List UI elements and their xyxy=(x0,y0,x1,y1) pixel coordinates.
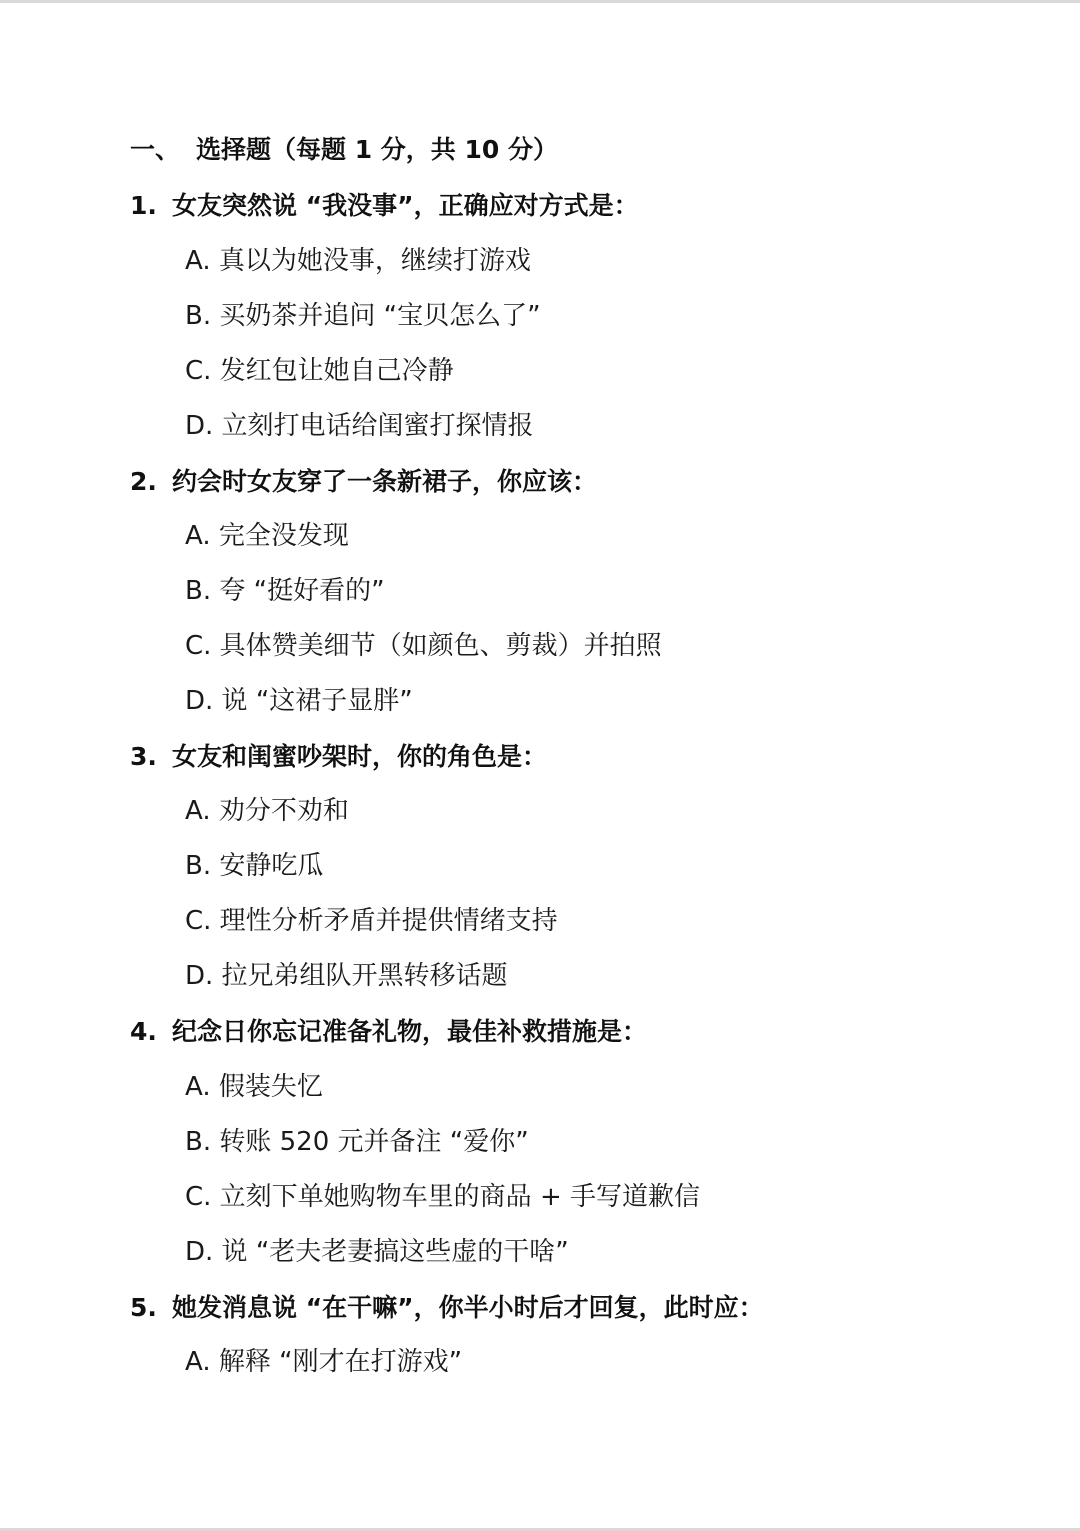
option-5a: A. 解释 “刚才在打游戏” xyxy=(185,1347,463,1377)
section-heading xyxy=(130,134,558,166)
option-2b: B. 夸 “挺好看的” xyxy=(185,576,385,606)
question-3 xyxy=(130,741,547,773)
option-3a: A. 劝分不劝和 xyxy=(185,796,349,826)
question-5 xyxy=(130,1292,764,1324)
question-text: 女友和闺蜜吵架时，你的角色是： xyxy=(172,742,548,771)
question-2 xyxy=(130,466,597,498)
question-number: 4. xyxy=(130,1017,157,1046)
question-number: 3. xyxy=(130,742,157,771)
question-1 xyxy=(130,190,639,222)
option-4a: A. 假装失忆 xyxy=(185,1072,323,1102)
section-number: 一、 xyxy=(130,135,181,164)
option-1c: C. 发红包让她自己冷静 xyxy=(185,356,454,386)
option-2a: A. 完全没发现 xyxy=(185,521,349,551)
question-number: 2. xyxy=(130,467,157,496)
option-4b: B. 转账 520 元并备注 “爱你” xyxy=(185,1127,529,1157)
question-4 xyxy=(130,1016,647,1048)
option-2c: C. 具体赞美细节（如颜色、剪裁）并拍照 xyxy=(185,631,662,661)
section-title: 选择题（每题 1 分，共 10 分） xyxy=(196,135,559,164)
option-1b: B. 买奶茶并追问 “宝贝怎么了” xyxy=(185,301,541,331)
option-3b: B. 安静吃瓜 xyxy=(185,851,324,881)
question-number: 5. xyxy=(130,1293,157,1322)
question-text: 约会时女友穿了一条新裙子，你应该： xyxy=(172,467,598,496)
question-number: 1. xyxy=(130,191,157,220)
option-1d: D. 立刻打电话给闺蜜打探情报 xyxy=(185,411,534,441)
option-4d: D. 说 “老夫老妻搞这些虚的干啥” xyxy=(185,1237,569,1267)
question-text: 她发消息说 “在干嘛”，你半小时后才回复，此时应： xyxy=(172,1293,764,1322)
option-2d: D. 说 “这裙子显胖” xyxy=(185,686,413,716)
option-4c: C. 立刻下单她购物车里的商品 + 手写道歉信 xyxy=(185,1182,700,1212)
option-3c: C. 理性分析矛盾并提供情绪支持 xyxy=(185,906,558,936)
question-text: 女友突然说 “我没事”，正确应对方式是： xyxy=(172,191,639,220)
option-1a: A. 真以为她没事，继续打游戏 xyxy=(185,246,531,276)
top-border xyxy=(0,0,1080,3)
question-text: 纪念日你忘记准备礼物，最佳补救措施是： xyxy=(172,1017,648,1046)
option-3d: D. 拉兄弟组队开黑转移话题 xyxy=(185,961,508,991)
